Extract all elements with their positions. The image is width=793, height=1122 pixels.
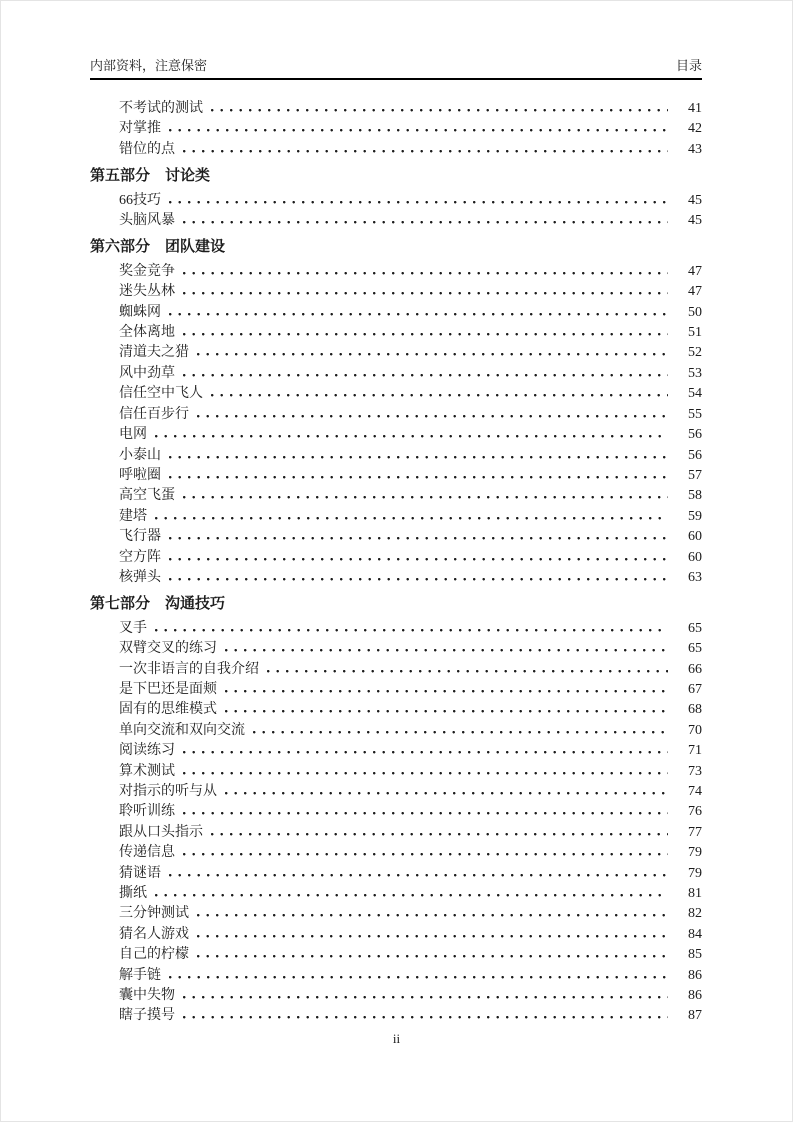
toc-entry-page-number: 74	[688, 784, 702, 799]
header-rule	[90, 78, 702, 80]
toc-entry-page-number: 55	[688, 406, 702, 422]
toc-entry-page-number: 63	[688, 569, 702, 585]
toc-entry-page-number: 81	[688, 886, 702, 902]
toc-dot-leader	[155, 517, 668, 520]
toc-dot-leader	[169, 476, 668, 479]
toc-dot-leader	[183, 221, 668, 224]
toc-dot-leader	[169, 456, 668, 459]
toc-entry	[119, 762, 702, 782]
toc-dot-leader	[183, 333, 668, 336]
toc-entry-page-number: 41	[688, 101, 702, 116]
toc-dot-leader	[225, 649, 668, 652]
toc-entry-page-number: 87	[688, 1008, 702, 1024]
toc-entry-title: 核弹头	[119, 569, 161, 585]
toc-dot-leader	[197, 935, 668, 938]
toc-entry	[119, 262, 702, 282]
toc-entry-page-number: 56	[688, 427, 702, 443]
header-right-text: 目录	[675, 58, 702, 73]
toc-entry-title: 清道夫之猎	[119, 345, 189, 361]
toc-dot-leader	[211, 109, 668, 112]
toc-entry	[119, 619, 702, 639]
footer-page-number: ii	[392, 1031, 401, 1046]
toc-dot-leader	[169, 578, 668, 581]
toc-entry	[119, 802, 702, 822]
toc-entry-page-number: 52	[688, 345, 702, 361]
toc-entry	[119, 191, 702, 211]
toc-entry-page-number: 77	[688, 824, 702, 840]
toc-entry	[119, 700, 702, 720]
toc-entry	[119, 364, 702, 384]
toc-entry	[119, 140, 702, 160]
toc-dot-leader	[169, 558, 668, 561]
toc-section-heading: 第六部分 团队建设	[90, 239, 226, 256]
toc-entry	[119, 680, 702, 700]
toc-entry	[119, 323, 702, 343]
toc-entry-title: 信任空中飞人	[119, 386, 203, 402]
toc-entry	[119, 884, 702, 904]
toc-entry-title: 是下巴还是面颊	[119, 681, 217, 697]
toc-entry	[119, 782, 702, 802]
toc-section-heading: 第五部分 讨论类	[90, 168, 211, 185]
toc-entry-title: 错位的点	[119, 141, 175, 157]
toc-entry-title: 撕纸	[119, 886, 147, 902]
toc-entry-page-number: 85	[688, 947, 702, 963]
toc-dot-leader	[211, 833, 668, 836]
toc-entry-title: 阅读练习	[119, 743, 175, 759]
toc-dot-leader	[155, 629, 668, 632]
toc-entry	[119, 486, 702, 506]
toc-entry-page-number: 66	[688, 661, 702, 677]
toc-entry	[119, 282, 702, 302]
toc-entry	[119, 405, 702, 425]
toc-entry-title: 奖金竞争	[119, 263, 175, 279]
toc-entry-title: 呼啦圈	[119, 467, 161, 483]
toc-entry-title: 算术测试	[119, 763, 175, 779]
toc-entry-page-number: 60	[688, 549, 702, 565]
toc-entry	[119, 660, 702, 680]
toc-entry	[119, 823, 702, 843]
toc-entry	[119, 384, 702, 404]
toc-entry-title: 飞行器	[119, 529, 161, 545]
toc-entry-title: 单向交流和双向交流	[119, 722, 245, 738]
toc-dot-leader	[267, 670, 668, 673]
toc-dot-leader	[169, 313, 668, 316]
toc-entry-page-number: 73	[688, 763, 702, 779]
toc-entry	[119, 721, 702, 741]
toc-entry-page-number: 53	[688, 365, 702, 381]
toc-dot-leader	[197, 955, 668, 958]
toc-entry-title: 跟从口头指示	[119, 824, 203, 840]
toc-entry-title: 传递信息	[119, 845, 175, 861]
toc-entry	[119, 466, 702, 486]
toc-entry-page-number: 50	[688, 304, 702, 320]
toc-dot-leader	[197, 914, 668, 917]
running-header	[90, 1, 702, 73]
toc-dot-leader	[169, 976, 668, 979]
toc-entry-title: 不考试的测试	[119, 101, 203, 116]
toc-entry-title: 建塔	[119, 508, 147, 524]
toc-entry	[119, 425, 702, 445]
toc-entry-page-number: 60	[688, 529, 702, 545]
toc-entry-title: 小泰山	[119, 447, 161, 463]
toc-dot-leader	[183, 374, 668, 377]
page-content	[90, 1, 702, 1027]
toc-entry	[119, 527, 702, 547]
toc-dot-leader	[155, 894, 668, 897]
toc-dot-leader	[197, 353, 668, 356]
toc-entry-title: 瞎子摸号	[119, 1008, 175, 1024]
toc-dot-leader	[183, 292, 668, 295]
toc-entry-title: 三分钟测试	[119, 906, 189, 922]
toc-dot-leader	[225, 690, 668, 693]
toc-entry-title: 对掌推	[119, 121, 161, 137]
toc-entry-page-number: 43	[688, 141, 702, 157]
toc-entry-title: 固有的思维模式	[119, 702, 217, 718]
toc-entry	[119, 1006, 702, 1026]
page-footer	[1, 1031, 792, 1046]
toc-entry-title: 电网	[119, 427, 147, 443]
toc-entry-title: 自己的柠檬	[119, 947, 189, 963]
toc-entry-page-number: 70	[688, 722, 702, 738]
toc-entry-title: 头脑风暴	[119, 213, 175, 229]
toc-entry-title: 风中劲草	[119, 365, 175, 381]
toc-entry-title: 囊中失物	[119, 988, 175, 1004]
toc-list	[90, 99, 702, 1027]
toc-dot-leader	[169, 537, 668, 540]
toc-dot-leader	[183, 996, 668, 999]
toc-dot-leader	[169, 201, 668, 204]
toc-entry-title: 高空飞蛋	[119, 488, 175, 504]
toc-entry	[119, 99, 702, 119]
toc-entry-page-number: 86	[688, 988, 702, 1004]
toc-entry-title: 66技巧	[119, 192, 161, 208]
toc-entry	[119, 507, 702, 527]
toc-entry-page-number: 54	[688, 386, 702, 402]
toc-entry-title: 空方阵	[119, 549, 161, 565]
toc-entry-page-number: 65	[688, 620, 702, 636]
toc-entry	[119, 986, 702, 1006]
toc-entry-page-number: 86	[688, 967, 702, 983]
toc-dot-leader	[225, 792, 668, 795]
toc-entry	[119, 966, 702, 986]
toc-entry-page-number: 42	[688, 121, 702, 137]
toc-dot-leader	[253, 731, 668, 734]
toc-entry-page-number: 59	[688, 508, 702, 524]
toc-entry-page-number: 58	[688, 488, 702, 504]
toc-entry	[119, 548, 702, 568]
toc-entry-title: 猜谜语	[119, 865, 161, 881]
toc-dot-leader	[183, 272, 668, 275]
toc-dot-leader	[183, 812, 668, 815]
toc-entry-title: 迷失丛林	[119, 284, 175, 300]
toc-dot-leader	[183, 751, 668, 754]
toc-entry-page-number: 76	[688, 804, 702, 820]
toc-entry-page-number: 67	[688, 681, 702, 697]
toc-entry-title: 蜘蛛网	[119, 304, 161, 320]
toc-entry	[119, 741, 702, 761]
toc-entry-page-number: 56	[688, 447, 702, 463]
toc-dot-leader	[183, 853, 668, 856]
toc-entry-title: 全体离地	[119, 325, 175, 341]
toc-dot-leader	[197, 415, 668, 418]
toc-entry-page-number: 47	[688, 263, 702, 279]
toc-dot-leader	[211, 394, 668, 397]
toc-entry	[119, 568, 702, 588]
toc-section-heading: 第七部分 沟通技巧	[90, 596, 226, 613]
toc-entry-page-number: 47	[688, 284, 702, 300]
toc-entry-title: 聆听训练	[119, 804, 175, 820]
toc-entry-page-number: 82	[688, 906, 702, 922]
toc-entry-page-number: 71	[688, 743, 702, 759]
toc-dot-leader	[225, 710, 668, 713]
toc-entry	[119, 639, 702, 659]
toc-dot-leader	[183, 1016, 668, 1019]
toc-dot-leader	[183, 772, 668, 775]
toc-entry-page-number: 51	[688, 325, 702, 341]
toc-entry-page-number: 65	[688, 641, 702, 657]
toc-entry	[119, 945, 702, 965]
header-left-text: 内部资料，注意保密	[90, 58, 208, 73]
toc-entry-title: 双臂交叉的练习	[119, 641, 217, 657]
toc-entry	[119, 446, 702, 466]
toc-dot-leader	[169, 874, 668, 877]
toc-entry	[119, 119, 702, 139]
toc-entry-title: 解手链	[119, 967, 161, 983]
toc-entry	[119, 925, 702, 945]
toc-entry	[119, 864, 702, 884]
toc-dot-leader	[155, 435, 668, 438]
toc-entry-title: 一次非语言的自我介绍	[119, 661, 259, 677]
toc-entry-page-number: 45	[688, 192, 702, 208]
toc-entry-page-number: 84	[688, 926, 702, 942]
toc-entry	[119, 904, 702, 924]
toc-entry-page-number: 57	[688, 467, 702, 483]
toc-entry-title: 信任百步行	[119, 406, 189, 422]
toc-entry-title: 叉手	[119, 620, 147, 636]
toc-entry-page-number: 79	[688, 845, 702, 861]
toc-dot-leader	[183, 150, 668, 153]
toc-entry-page-number: 79	[688, 865, 702, 881]
toc-entry	[119, 843, 702, 863]
toc-entry-title: 对指示的听与从	[119, 784, 217, 799]
toc-entry-title: 猜名人游戏	[119, 926, 189, 942]
toc-entry-page-number: 68	[688, 702, 702, 718]
toc-entry	[119, 211, 702, 231]
toc-dot-leader	[169, 129, 668, 132]
toc-dot-leader	[183, 496, 668, 499]
toc-entry	[119, 343, 702, 363]
toc-entry-page-number: 45	[688, 213, 702, 229]
toc-entry	[119, 303, 702, 323]
